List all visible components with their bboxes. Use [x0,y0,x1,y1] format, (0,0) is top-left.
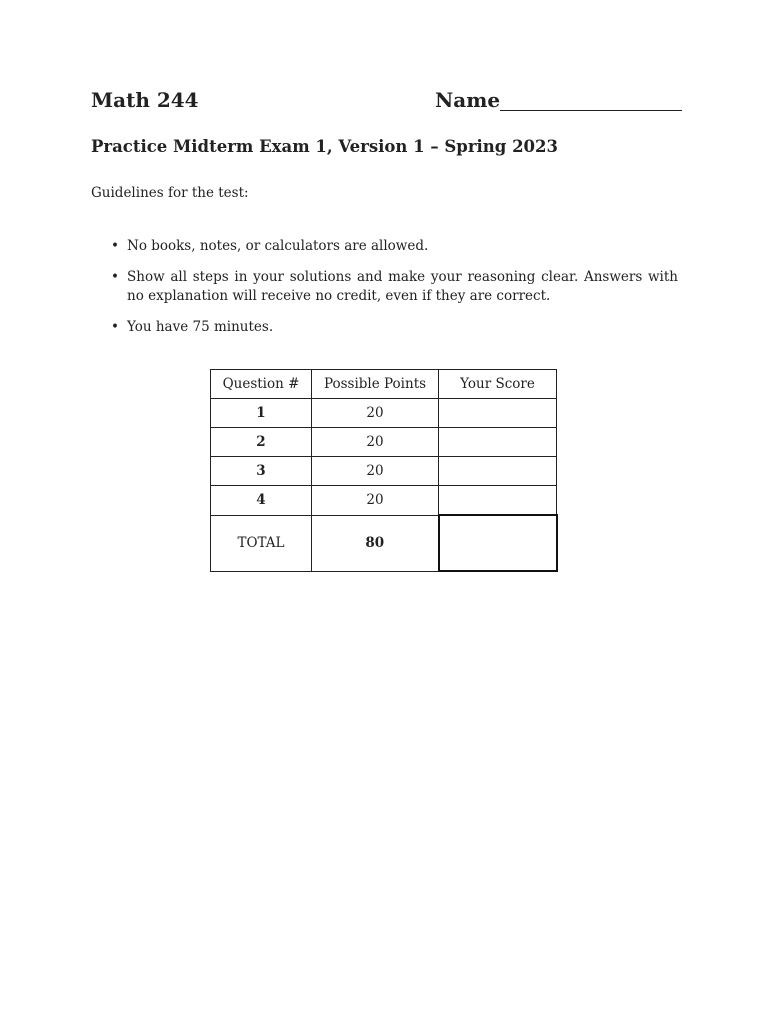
possible-points: 20 [312,428,439,457]
possible-points: 20 [312,399,439,428]
score-cell[interactable] [439,399,557,428]
header-your-score: Your Score [439,370,557,399]
question-number: 1 [211,399,312,428]
possible-points: 20 [312,457,439,486]
name-blank-line[interactable] [500,110,682,111]
guidelines-heading: Guidelines for the test: [91,185,249,201]
header-question: Question # [211,370,312,399]
question-number: 4 [211,486,312,516]
table-header-row [211,370,557,399]
question-number: 2 [211,428,312,457]
score-cell[interactable] [439,486,557,516]
rule-item [111,318,678,337]
question-number: 3 [211,457,312,486]
score-table [210,369,558,572]
score-cell[interactable] [439,457,557,486]
bullet-icon: • [111,319,119,335]
name-label: Name [435,88,501,112]
total-points: 80 [312,515,439,571]
name-field[interactable] [435,86,682,114]
bullet-icon: • [111,238,119,254]
header-possible-points: Possible Points [312,370,439,399]
exam-subtitle: Practice Midterm Exam 1, Version 1 – Spring 2023 [91,137,558,156]
total-score-cell[interactable] [439,515,557,571]
table-row [211,486,557,516]
rule-text: You have 75 minutes. [127,319,274,335]
score-cell[interactable] [439,428,557,457]
table-row [211,457,557,486]
bullet-icon: • [111,269,119,285]
total-label: TOTAL [211,515,312,571]
table-row [211,428,557,457]
course-title: Math 244 [91,88,199,112]
rule-text: No books, notes, or calculators are allowed. [127,238,429,254]
rule-text: Show all steps in your solutions and make your reasoning clear. Answers with no explanation will receive no credit, even if they are correct. [127,269,678,304]
table-row [211,399,557,428]
rule-item [111,237,678,256]
rule-item [111,268,678,306]
possible-points: 20 [312,486,439,516]
rules-list [111,237,678,349]
total-row [211,515,557,571]
